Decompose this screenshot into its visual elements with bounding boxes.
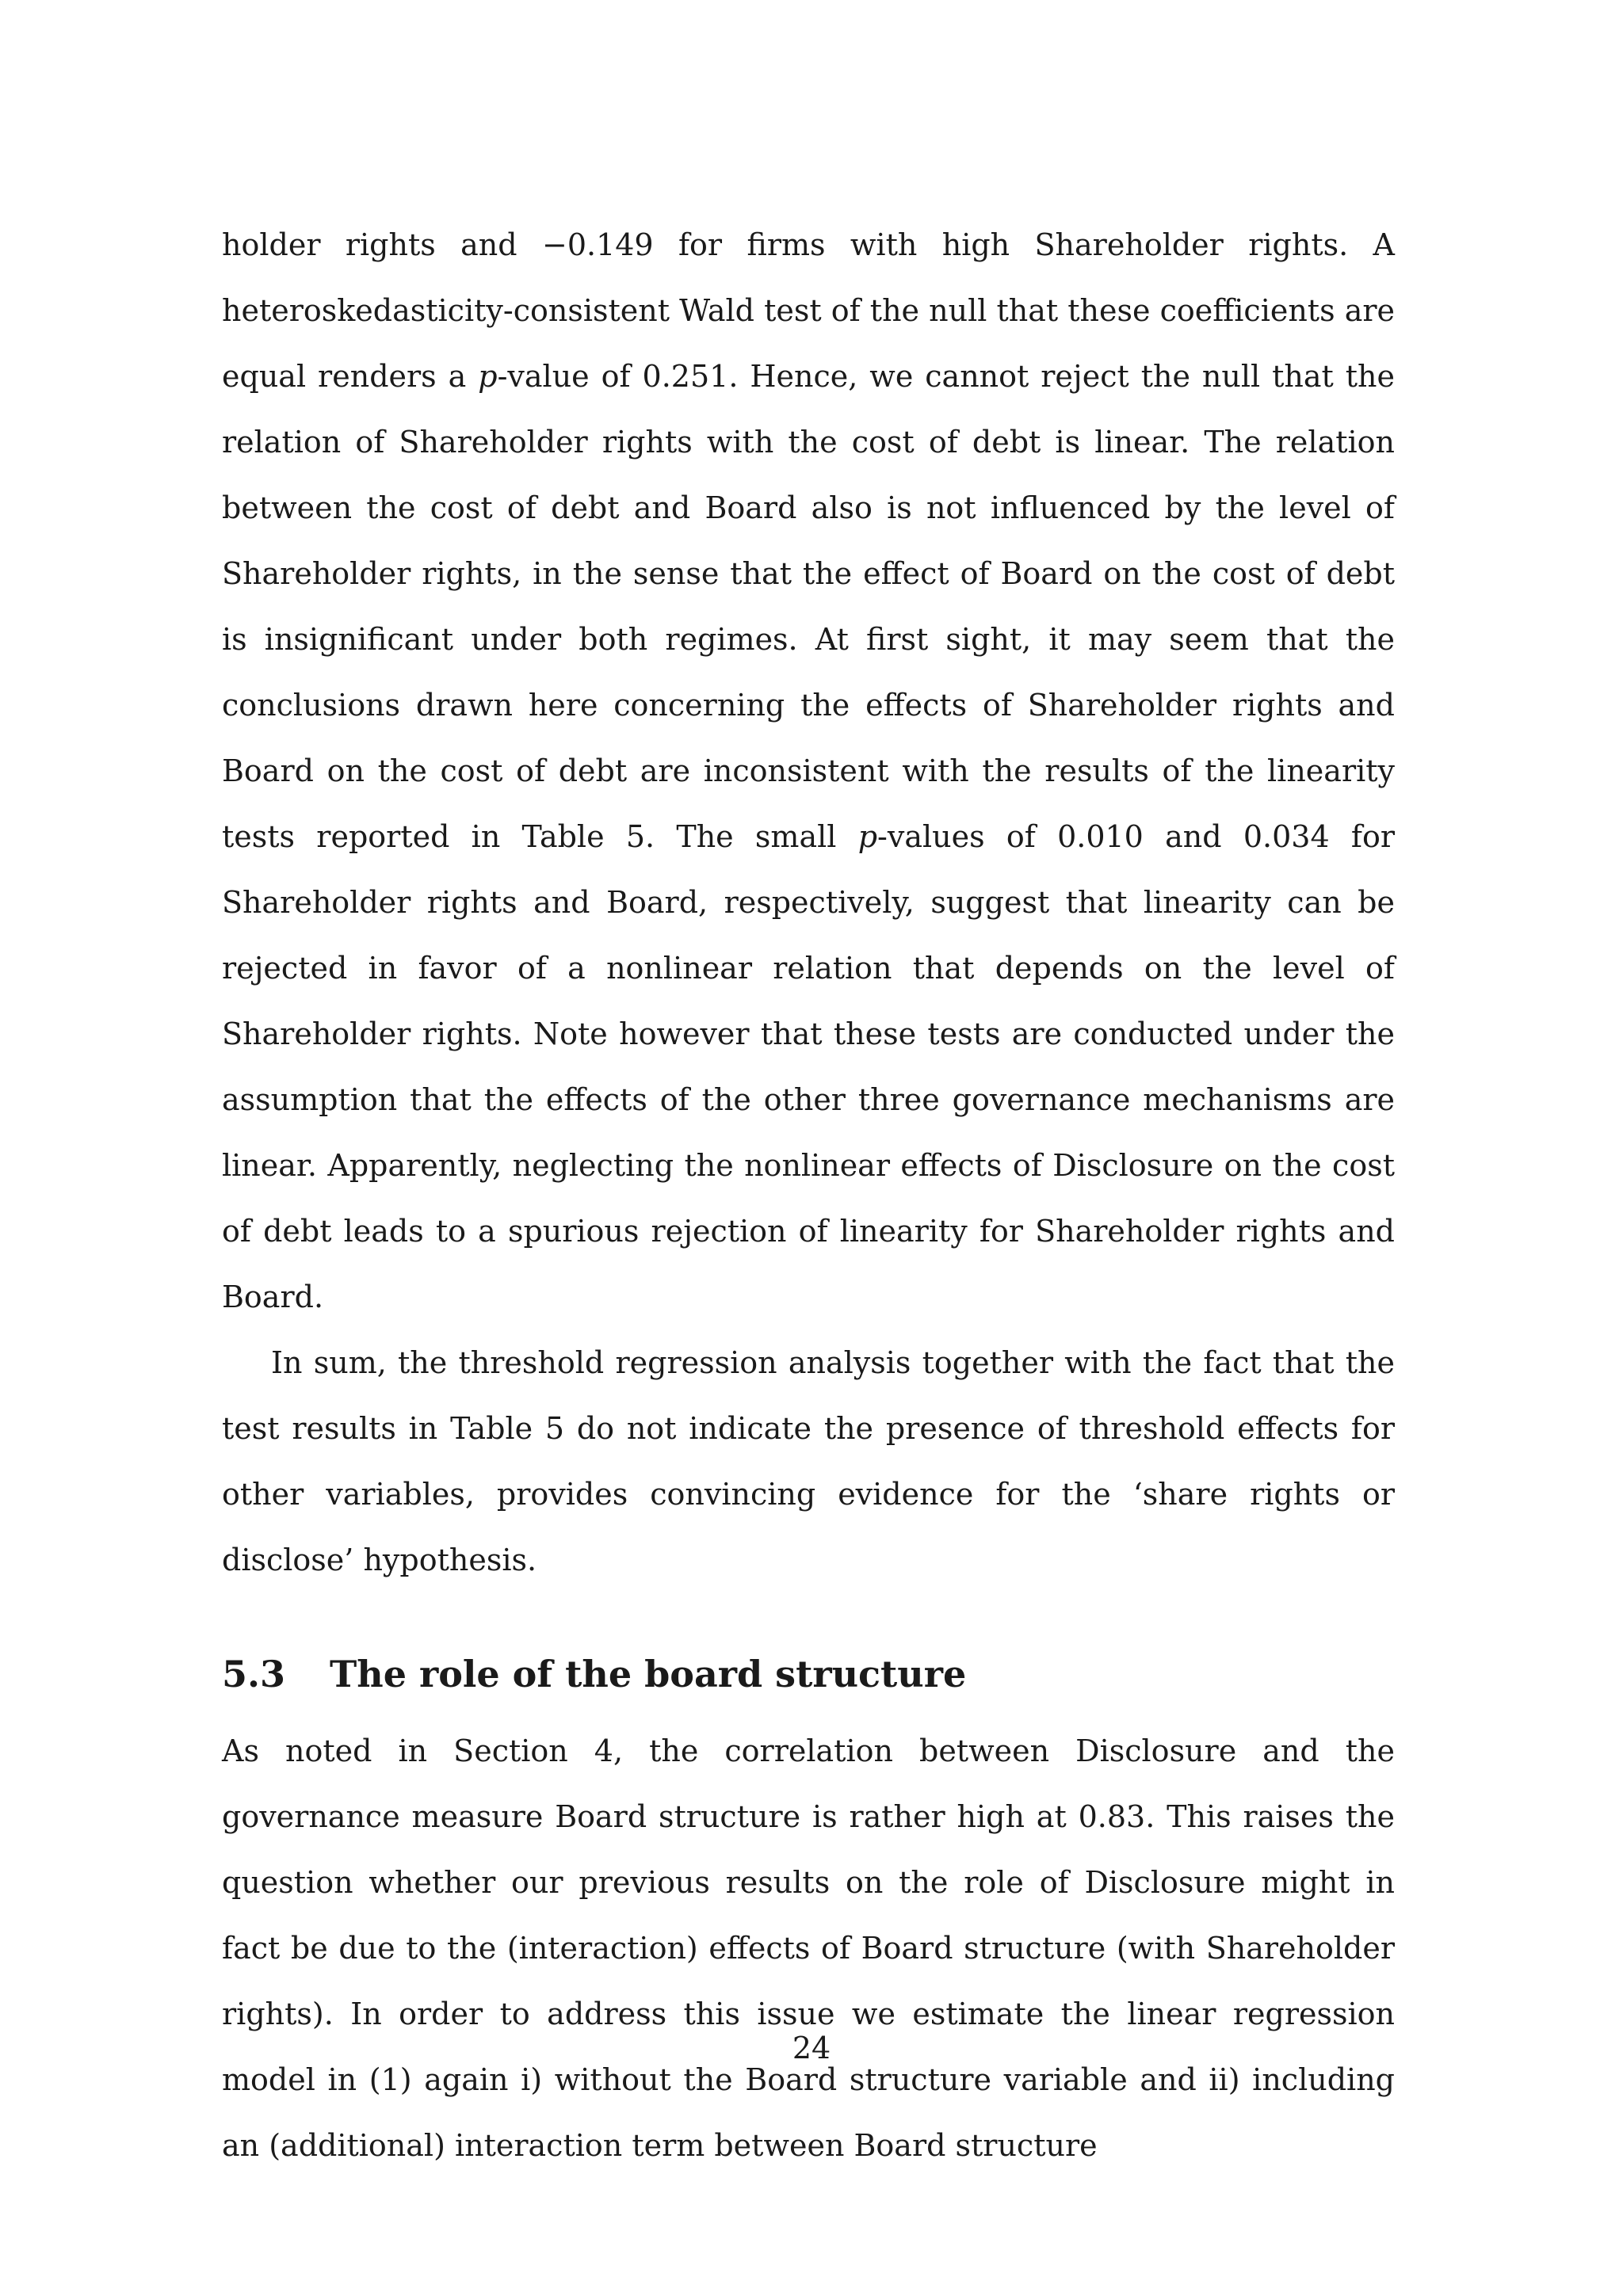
paragraph-board-structure: As noted in Section 4, the correlation between Disclosure and the governance measure Board structure is rather high at 0.83. This raises the question whether our previous results on the role of Disclosure might in fact be due to the (interaction) effects of Board structure (with Shareholder rights). In order to address this issue we estimate the linear regression model in (1) again i) without the Board structure variable and ii) including an (additional) interaction term between Board structure: [222, 1733, 1395, 2163]
p-symbol: p: [478, 359, 498, 394]
paragraph-text: -values of 0.010 and 0.034 for Shareholder rights and Board, respectively, suggest that linearity can be rejected in favor of a nonlinear relation that depends on the level of Shareholder rights. Note however that these tests are conducted under the assumption that the effects of the other three governance mechanisms are linear. Apparently, neglecting the nonlinear effects of Disclosure on the cost of debt leads to a spurious rejection of linearity for Shareholder rights and Board.: [222, 819, 1395, 1314]
page-body: [222, 212, 1395, 2179]
section-title: The role of the board structure: [330, 1653, 967, 1695]
p-symbol: p: [857, 819, 878, 854]
paragraph-wald-test: [222, 212, 1395, 1330]
section-heading: [222, 1650, 1395, 1698]
paragraph-in-sum: In sum, the threshold regression analysis together with the fact that the test results in Table 5 do not indicate the presence of threshold effects for other variables, provides convincing evidence for the ‘share rights or disclose’ hypothesis.: [222, 1345, 1395, 1577]
page-number: 24: [792, 2031, 831, 2065]
paragraph-text: holder rights and −0.149 for firms with high Shareholder rights. A heteroskedasticity-consistent Wald test of the null that these coefficients are equal renders a: [222, 227, 1395, 394]
paragraph-text: -value of 0.251. Hence, we cannot reject the null that the relation of Shareholder rights with the cost of debt is linear. The relation between the cost of debt and Board also is not influenced by the level of Shareholder rights, in the sense that the effect of Board on the cost of debt is insignificant under both regimes. At first sight, it may seem that the conclusions drawn here concerning the effects of Shareholder rights and Board on the cost of debt are inconsistent with the results of the linearity tests reported in Table 5. The small: [222, 359, 1395, 854]
section-number: 5.3: [222, 1653, 286, 1695]
